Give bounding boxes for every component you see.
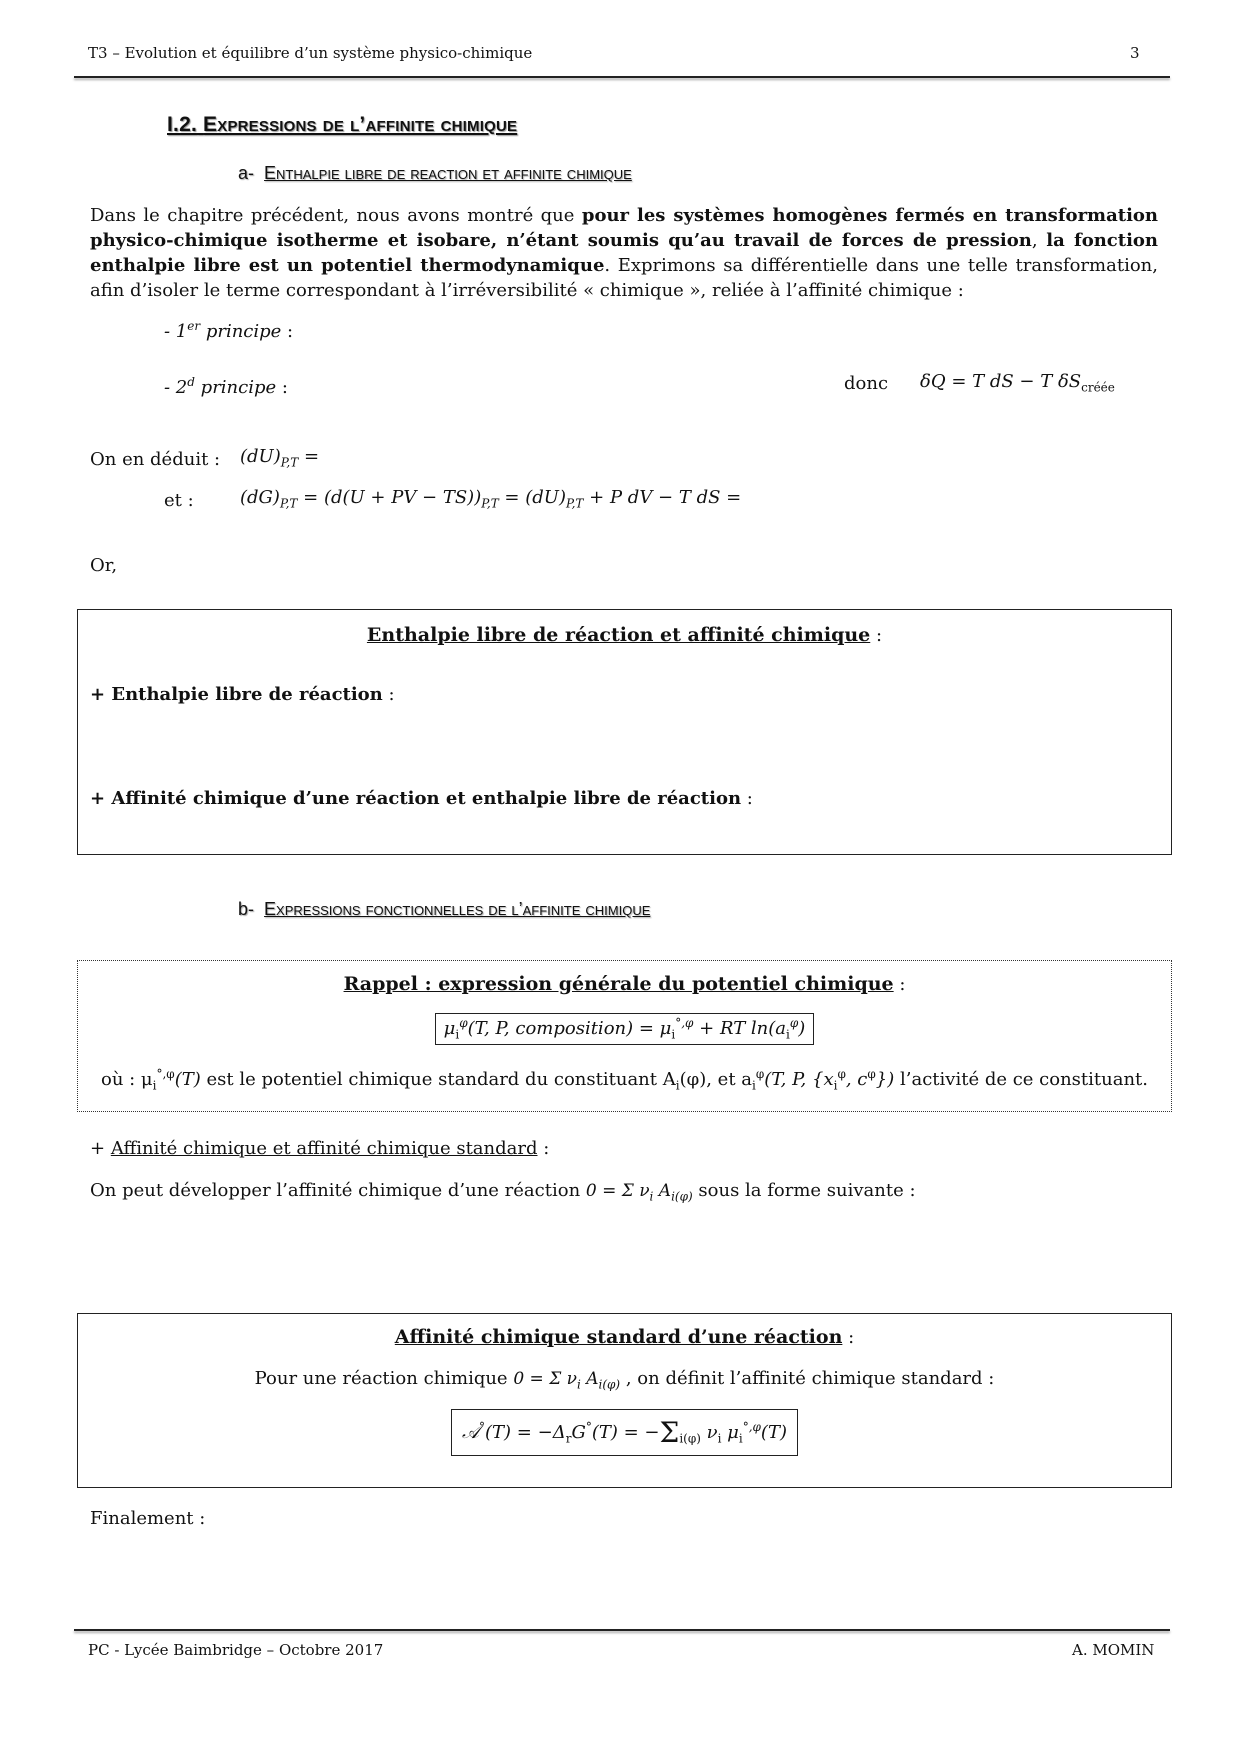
box2-title-line bbox=[78, 972, 1171, 997]
box1-item-enthalpie bbox=[90, 682, 395, 707]
eq3-G-deg: ° bbox=[585, 1420, 592, 1434]
where-a-sub: i bbox=[752, 1078, 756, 1093]
box2-equation-line bbox=[78, 1013, 1171, 1045]
subsection-a-title: Enthalpie libre de reaction et affinite chimique bbox=[264, 163, 632, 183]
dG-b: = (d(U + PV − TS)) bbox=[297, 487, 482, 508]
where-T: (T) bbox=[174, 1069, 201, 1090]
box3-line-A-sub: i(φ) bbox=[598, 1377, 621, 1392]
section-number: I.2. bbox=[167, 113, 197, 136]
eq3-sum-under: i(φ) bbox=[679, 1431, 701, 1446]
where-a-sup: φ bbox=[755, 1067, 765, 1081]
donc-label: donc bbox=[844, 373, 889, 394]
section-heading bbox=[167, 113, 517, 137]
box3-line-eq: 0 = Σ ν bbox=[513, 1369, 577, 1389]
eq3-mu: μ bbox=[721, 1422, 739, 1443]
intro-bold-2: la fonction enthalpie libre est un potentiel thermodynamique bbox=[90, 230, 1158, 276]
eq-args: (T, P, composition) = μ bbox=[467, 1018, 672, 1039]
box1-colon: : bbox=[870, 625, 883, 646]
eq-end: ) bbox=[798, 1018, 806, 1039]
subsection-b-heading bbox=[238, 899, 650, 920]
standard-affinity-equation bbox=[451, 1409, 798, 1456]
affinity-line-A-sub: i(φ) bbox=[671, 1189, 693, 1204]
header-rule bbox=[74, 76, 1170, 78]
intro-text-2: , bbox=[1031, 230, 1047, 251]
where-c-sup: φ bbox=[867, 1067, 876, 1081]
box1-item1-colon: : bbox=[382, 684, 395, 705]
box2-colon: : bbox=[893, 974, 906, 995]
affinity-line-eq: 0 = Σ ν bbox=[585, 1181, 650, 1201]
box1-item2-colon: : bbox=[741, 788, 753, 809]
eq3-part2: G bbox=[571, 1422, 586, 1443]
intro-paragraph bbox=[90, 203, 1158, 303]
box2-title: Rappel : expression générale du potentiel chimique bbox=[343, 973, 894, 995]
box1-item-affinite bbox=[90, 786, 753, 811]
dG-a-sub: P,T bbox=[279, 496, 298, 511]
affinity-heading-plus: + bbox=[90, 1138, 111, 1159]
intro-text-3: . Exprimons sa différentielle dans une telle transformation, afin d’isoler le terme correspondant à l’irréversibilité « chimique », reliée à l’affinité chimique : bbox=[90, 255, 1158, 301]
where-x-sub: i bbox=[833, 1078, 838, 1093]
eq-a-sup: φ bbox=[789, 1016, 799, 1030]
box2-where-line bbox=[78, 1062, 1171, 1099]
first-principle-colon: : bbox=[281, 321, 294, 342]
box3-title-line bbox=[78, 1325, 1171, 1350]
where-c: , c bbox=[845, 1069, 868, 1090]
affinity-line-equation bbox=[585, 1181, 693, 1204]
box3-colon: : bbox=[842, 1327, 855, 1348]
first-principle-post: principe bbox=[200, 321, 282, 342]
dG-a: (dG) bbox=[240, 487, 280, 508]
second-principle-pre: - 2 bbox=[164, 377, 188, 398]
eq-rhs: + RT ln(a bbox=[693, 1018, 787, 1039]
eq-mu: μ bbox=[443, 1018, 456, 1039]
where-mid: est le potentiel chimique standard du constituant A bbox=[200, 1069, 676, 1090]
eq3-mu-sub: i bbox=[738, 1431, 743, 1446]
affinity-heading-text: Affinité chimique et affinité chimique standard bbox=[110, 1138, 538, 1159]
box3-definition-line bbox=[78, 1366, 1171, 1397]
eq3-nu-sub: i bbox=[717, 1431, 722, 1446]
dU-main: (dU) bbox=[240, 446, 281, 467]
dG-b-sub: P,T bbox=[481, 496, 499, 511]
running-header-title: T3 – Evolution et équilibre d’un système physico-chimique bbox=[88, 44, 533, 62]
where-pre: où : μ bbox=[100, 1069, 153, 1090]
footer-left: PC - Lycée Baimbridge – Octobre 2017 bbox=[88, 1641, 384, 1659]
second-principle-post: principe bbox=[194, 377, 277, 398]
first-principle-sup: er bbox=[187, 319, 201, 333]
box3-line-nu-sub: i bbox=[576, 1377, 581, 1392]
box1-title-line bbox=[78, 623, 1171, 648]
box3-line-post: , on définit l’affinité chimique standard : bbox=[625, 1368, 995, 1389]
eq3-r: r bbox=[565, 1431, 572, 1446]
eq-mu0-sub: i bbox=[671, 1027, 676, 1042]
dG-c-sub: P,T bbox=[565, 496, 584, 511]
dU-sub: P,T bbox=[280, 455, 299, 470]
affinity-line-text: On peut développer l’affinité chimique d’une réaction bbox=[90, 1180, 581, 1201]
first-principle-pre: - 1 bbox=[164, 321, 188, 342]
where-end: l’activité de ce constituant. bbox=[894, 1069, 1149, 1090]
footer-rule bbox=[74, 1629, 1170, 1631]
intro-text-1: Dans le chapitre précédent, nous avons montré que bbox=[90, 205, 582, 226]
where-close: }) bbox=[875, 1069, 895, 1090]
where-x-sup: φ bbox=[837, 1067, 846, 1081]
eq3-part3: (T) = − bbox=[591, 1422, 660, 1443]
eq3-part1: (T) = −Δ bbox=[485, 1422, 566, 1443]
definition-box-affinite-standard bbox=[77, 1313, 1172, 1488]
box3-title: Affinité chimique standard d’une réaction bbox=[394, 1326, 843, 1348]
intro-bold-1: pour les systèmes homogènes fermés en transformation physico-chimique isotherme et isobare, n’étant soumis qu’au travail de forces de pression bbox=[90, 205, 1159, 251]
box1-item2-label: + Affinité chimique d’une réaction et enthalpie libre de réaction bbox=[90, 788, 742, 809]
affinity-heading-colon: : bbox=[537, 1138, 550, 1159]
subsection-a-letter: a- bbox=[238, 163, 255, 183]
page-number: 3 bbox=[1130, 44, 1140, 62]
section-title: Expressions de l’affinite chimique bbox=[203, 113, 518, 136]
dU-tail: = bbox=[298, 446, 320, 467]
deduction-label: On en déduit : bbox=[90, 449, 221, 470]
affinity-line-end: sous la forme suivante : bbox=[692, 1180, 916, 1201]
box1-item1-label: + Enthalpie libre de réaction bbox=[90, 684, 383, 705]
eq3-end: (T) bbox=[760, 1422, 787, 1443]
footer-right: A. MOMIN bbox=[1072, 1641, 1155, 1659]
et-label: et : bbox=[164, 490, 194, 511]
eq-mu-sup: φ bbox=[459, 1016, 468, 1030]
eq-mu0-sup: °,φ bbox=[675, 1016, 694, 1030]
chemical-potential-equation bbox=[435, 1013, 815, 1045]
dG-d: + P dV − T dS = bbox=[583, 487, 742, 508]
reminder-box-potentiel bbox=[77, 960, 1172, 1112]
second-principle bbox=[164, 370, 288, 400]
entropy-equation-sub: créée bbox=[1081, 380, 1115, 395]
box3-equation-line bbox=[78, 1409, 1171, 1456]
subsection-b-title: Expressions fonctionnelles de l’affinite chimique bbox=[264, 899, 651, 919]
dG-c: = (dU) bbox=[498, 487, 566, 508]
affinity-heading bbox=[90, 1136, 549, 1161]
or-text: Or, bbox=[90, 555, 118, 576]
entropy-equation-main: δQ = T dS − T δS bbox=[920, 371, 1082, 392]
definition-box-enthalpie bbox=[77, 609, 1172, 855]
entropy-equation bbox=[920, 371, 1115, 395]
affinity-line-nu-sub: i bbox=[649, 1189, 654, 1204]
box1-title: Enthalpie libre de réaction et affinité chimique bbox=[366, 624, 871, 646]
eq-a-sub: i bbox=[786, 1027, 790, 1042]
eq-mu-sub: i bbox=[455, 1027, 460, 1042]
affinity-line bbox=[90, 1178, 916, 1209]
eq3-A-deg: ° bbox=[479, 1420, 486, 1434]
eq3-sum: Σ bbox=[659, 1416, 680, 1449]
box3-line-equation bbox=[513, 1369, 621, 1392]
finally-text: Finalement : bbox=[90, 1508, 206, 1529]
subsection-b-letter: b- bbox=[238, 899, 255, 919]
eq3-A: 𝒜 bbox=[462, 1422, 480, 1443]
dG-equation bbox=[240, 487, 741, 511]
where-mu-sub: i bbox=[152, 1078, 157, 1093]
dU-equation bbox=[240, 446, 319, 470]
where-A-phi: (φ), et a bbox=[679, 1069, 753, 1090]
where-args: (T, P, {x bbox=[764, 1069, 834, 1090]
second-principle-colon: : bbox=[276, 377, 288, 398]
where-A-sub: i bbox=[675, 1078, 680, 1093]
affinity-line-A: A bbox=[653, 1181, 672, 1201]
eq3-nu: ν bbox=[700, 1422, 718, 1443]
where-mu-sup: °,φ bbox=[156, 1067, 175, 1081]
second-principle-sup: d bbox=[187, 375, 195, 389]
box3-line-A: A bbox=[580, 1369, 599, 1389]
box3-line-pre: Pour une réaction chimique bbox=[254, 1368, 508, 1389]
eq3-mu-sup: °,φ bbox=[742, 1420, 761, 1434]
subsection-a-heading bbox=[238, 163, 632, 184]
first-principle bbox=[164, 314, 293, 344]
